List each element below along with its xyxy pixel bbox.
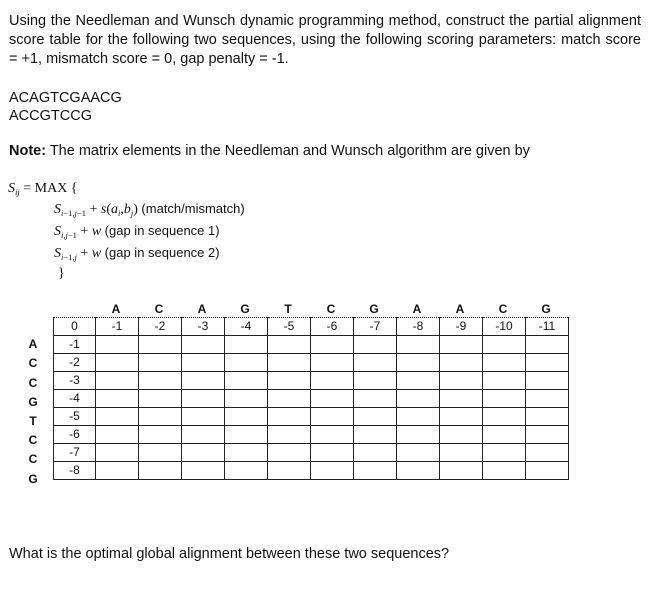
table-cell bbox=[311, 390, 354, 408]
table-cell bbox=[96, 408, 139, 426]
formula-term-match: $S_{i-1,j-1} + s(a_i,b_j)$ (match/mismatch) bbox=[54, 201, 245, 218]
table-cell bbox=[397, 462, 440, 480]
table-cell bbox=[96, 390, 139, 408]
note-paragraph bbox=[9, 143, 530, 159]
table-cell: -1 bbox=[96, 318, 139, 336]
formula-max: = MAX { bbox=[23, 181, 78, 196]
question: What is the optimal global alignment between these two sequences? bbox=[9, 546, 450, 562]
formula-term1-label: (match/mismatch) bbox=[141, 201, 245, 216]
formula-term3-label: (gap in sequence 2) bbox=[104, 245, 220, 260]
table-cell: -7 bbox=[54, 444, 96, 462]
table-cell bbox=[225, 444, 268, 462]
table-cell bbox=[440, 390, 483, 408]
table-cell bbox=[440, 426, 483, 444]
table-cell bbox=[182, 336, 225, 354]
table-cell: -3 bbox=[182, 318, 225, 336]
table-cell bbox=[483, 444, 526, 462]
table-row bbox=[54, 336, 569, 354]
column-header: G bbox=[240, 302, 250, 316]
column-header: A bbox=[412, 302, 422, 316]
column-header: C bbox=[498, 302, 508, 316]
table-cell bbox=[225, 336, 268, 354]
table-cell bbox=[440, 462, 483, 480]
table-cell bbox=[311, 444, 354, 462]
table-row bbox=[54, 372, 569, 390]
table-cell bbox=[354, 336, 397, 354]
table-cell bbox=[268, 408, 311, 426]
table-cell bbox=[354, 444, 397, 462]
row-header: G bbox=[28, 471, 38, 486]
table-cell bbox=[526, 390, 569, 408]
table-cell bbox=[225, 408, 268, 426]
table-cell bbox=[96, 372, 139, 390]
formula-head: $S_{ij}$ = MAX { bbox=[8, 181, 78, 197]
table-row bbox=[54, 462, 569, 480]
table-cell: -5 bbox=[54, 408, 96, 426]
table-cell: -2 bbox=[54, 354, 96, 372]
table-cell: -4 bbox=[225, 318, 268, 336]
table-cell bbox=[225, 372, 268, 390]
table-cell bbox=[96, 444, 139, 462]
table-cell bbox=[440, 354, 483, 372]
table-row bbox=[54, 354, 569, 372]
table-cell bbox=[225, 426, 268, 444]
table-cell: -8 bbox=[54, 462, 96, 480]
score-table bbox=[53, 317, 569, 480]
table-cell bbox=[440, 444, 483, 462]
table-cell bbox=[96, 354, 139, 372]
table-cell bbox=[182, 462, 225, 480]
table-cell bbox=[354, 426, 397, 444]
table-cell bbox=[354, 408, 397, 426]
table-cell: -6 bbox=[311, 318, 354, 336]
row-header: C bbox=[28, 356, 38, 371]
table-cell: -4 bbox=[54, 390, 96, 408]
table-cell: -9 bbox=[440, 318, 483, 336]
table-cell bbox=[354, 372, 397, 390]
table-cell bbox=[182, 444, 225, 462]
sequence-2: ACCGTCCG bbox=[9, 108, 92, 124]
table-cell bbox=[526, 408, 569, 426]
table-cell bbox=[397, 444, 440, 462]
table-cell bbox=[311, 408, 354, 426]
table-cell bbox=[225, 390, 268, 408]
table-cell bbox=[139, 336, 182, 354]
note-label: Note: bbox=[9, 143, 47, 159]
formula-term-gap1: $S_{i,j-1} + w$ (gap in sequence 1) bbox=[54, 223, 220, 240]
problem-statement: Using the Needleman and Wunsch dynamic programming method, construct the partial alignment score table for the following two sequences, using the following scoring parameters: match score = +1, mismatch score = 0, gap penalty = -1. bbox=[9, 13, 641, 67]
table-cell: -8 bbox=[397, 318, 440, 336]
table-cell: -5 bbox=[268, 318, 311, 336]
table-cell bbox=[268, 336, 311, 354]
table-cell bbox=[483, 390, 526, 408]
table-cell: 0 bbox=[54, 318, 96, 336]
row-header: C bbox=[28, 375, 38, 390]
table-cell bbox=[397, 354, 440, 372]
table-cell bbox=[311, 354, 354, 372]
row-header: G bbox=[28, 394, 38, 409]
table-cell bbox=[397, 390, 440, 408]
table-cell bbox=[354, 390, 397, 408]
table-cell bbox=[268, 426, 311, 444]
formula-term-gap2: $S_{i-1,j} + w$ (gap in sequence 2) bbox=[54, 245, 220, 262]
table-cell: -7 bbox=[354, 318, 397, 336]
column-header: A bbox=[111, 302, 121, 316]
table-cell bbox=[182, 354, 225, 372]
table-cell bbox=[311, 336, 354, 354]
table-cell bbox=[139, 408, 182, 426]
table-cell bbox=[397, 372, 440, 390]
formula-term2-label: (gap in sequence 1) bbox=[104, 223, 220, 238]
table-cell bbox=[526, 444, 569, 462]
column-header: G bbox=[369, 302, 379, 316]
table-cell bbox=[96, 426, 139, 444]
sequence-1: ACAGTCGAACG bbox=[9, 90, 122, 106]
table-cell bbox=[397, 408, 440, 426]
table-cell bbox=[311, 462, 354, 480]
table-cell bbox=[268, 444, 311, 462]
table-row bbox=[54, 390, 569, 408]
formula-closing-brace: } bbox=[58, 266, 65, 281]
table-cell bbox=[526, 426, 569, 444]
table-cell bbox=[139, 462, 182, 480]
table-cell bbox=[139, 372, 182, 390]
table-cell bbox=[268, 354, 311, 372]
table-cell: -11 bbox=[526, 318, 569, 336]
table-cell bbox=[139, 444, 182, 462]
table-cell bbox=[483, 354, 526, 372]
table-row bbox=[54, 426, 569, 444]
row-header: C bbox=[28, 452, 38, 467]
table-cell bbox=[354, 354, 397, 372]
row-header: A bbox=[28, 337, 38, 352]
table-cell bbox=[182, 408, 225, 426]
table-cell bbox=[397, 336, 440, 354]
column-header: T bbox=[284, 302, 292, 316]
table-cell bbox=[139, 390, 182, 408]
table-cell: -2 bbox=[139, 318, 182, 336]
table-cell bbox=[397, 426, 440, 444]
table-cell bbox=[225, 354, 268, 372]
table-cell bbox=[440, 336, 483, 354]
table-cell bbox=[440, 408, 483, 426]
table-cell: -1 bbox=[54, 336, 96, 354]
column-header: C bbox=[154, 302, 164, 316]
table-cell bbox=[440, 372, 483, 390]
table-row bbox=[54, 318, 569, 336]
table-cell bbox=[96, 336, 139, 354]
table-cell bbox=[182, 372, 225, 390]
column-header: A bbox=[197, 302, 207, 316]
table-cell bbox=[483, 372, 526, 390]
note-text: The matrix elements in the Needleman and Wunsch algorithm are given by bbox=[46, 143, 530, 159]
table-row bbox=[54, 444, 569, 462]
table-cell bbox=[354, 462, 397, 480]
table-cell bbox=[526, 336, 569, 354]
table-cell bbox=[268, 462, 311, 480]
table-cell bbox=[139, 426, 182, 444]
table-cell bbox=[225, 462, 268, 480]
table-cell bbox=[526, 372, 569, 390]
table-cell bbox=[311, 426, 354, 444]
table-cell bbox=[483, 408, 526, 426]
table-cell bbox=[268, 372, 311, 390]
table-cell bbox=[483, 426, 526, 444]
table-cell bbox=[182, 426, 225, 444]
table-cell: -10 bbox=[483, 318, 526, 336]
column-header: G bbox=[541, 302, 551, 316]
column-header: C bbox=[326, 302, 336, 316]
column-header: A bbox=[455, 302, 465, 316]
row-header: C bbox=[28, 433, 38, 448]
table-cell bbox=[311, 372, 354, 390]
table-cell bbox=[526, 462, 569, 480]
row-header: T bbox=[29, 414, 37, 428]
table-cell bbox=[96, 462, 139, 480]
table-cell bbox=[139, 354, 182, 372]
table-cell: -3 bbox=[54, 372, 96, 390]
table-cell: -6 bbox=[54, 426, 96, 444]
table-cell bbox=[526, 354, 569, 372]
table-cell bbox=[483, 462, 526, 480]
table-cell bbox=[483, 336, 526, 354]
table-cell bbox=[268, 390, 311, 408]
table-row bbox=[54, 408, 569, 426]
table-cell bbox=[182, 390, 225, 408]
